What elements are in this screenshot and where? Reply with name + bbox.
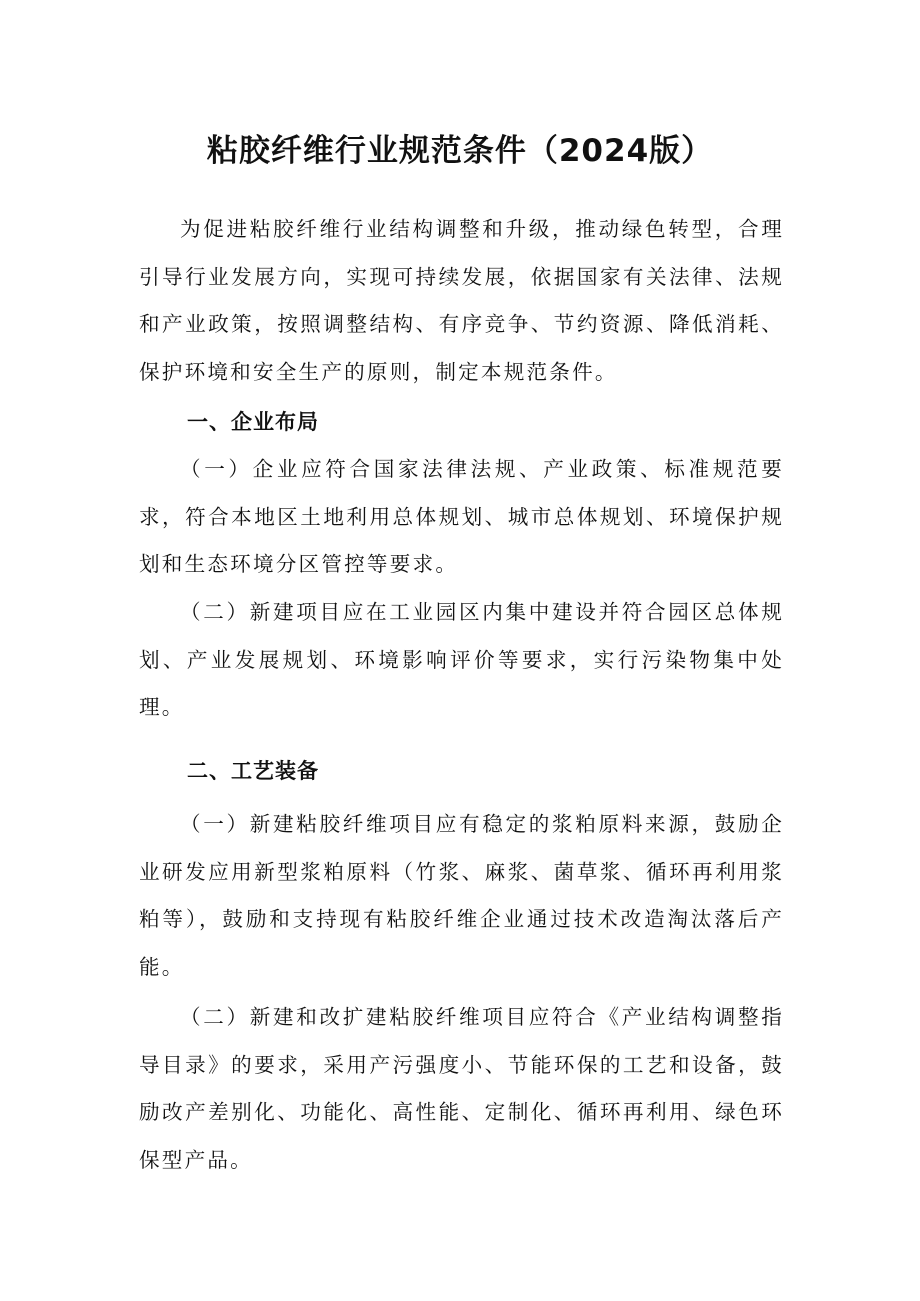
intro-paragraph: 为促进粘胶纤维行业结构调整和升级，推动绿色转型，合理引导行业发展方向，实现可持续发展，依据国家有关法律、法规和产业政策，按照调整结构、有序竞争、节约资源、降低消耗、保护环境和安全生产的原则，制定本规范条件。 [139, 217, 784, 384]
document-title: 粘胶纤维行业规范条件（2024版） [206, 133, 714, 169]
section-heading-layout: 一、企业布局 [187, 410, 319, 434]
section-1-item-1: （一）企业应符合国家法律法规、产业政策、标准规范要求，符合本地区土地利用总体规划、城市总体规划、环境保护规划和生态环境分区管控等要求。 [139, 457, 784, 576]
section-1-item-2: （二）新建项目应在工业园区内集中建设并符合园区总体规划、产业发展规划、环境影响评价等要求，实行污染物集中处理。 [139, 600, 784, 719]
section-heading-equipment: 二、工艺装备 [187, 759, 319, 783]
section-2-item-1: （一）新建粘胶纤维项目应有稳定的浆粕原料来源，鼓励企业研发应用新型浆粕原料（竹浆、麻浆、菌草浆、循环再利用浆粕等），鼓励和支持现有粘胶纤维企业通过技术改造淘汰落后产能。 [139, 812, 784, 979]
section-2-item-2: （二）新建和改扩建粘胶纤维项目应符合《产业结构调整指导目录》的要求，采用产污强度小、节能环保的工艺和设备，鼓励改产差别化、功能化、高性能、定制化、循环再利用、绿色环保型产品。 [139, 1005, 784, 1172]
